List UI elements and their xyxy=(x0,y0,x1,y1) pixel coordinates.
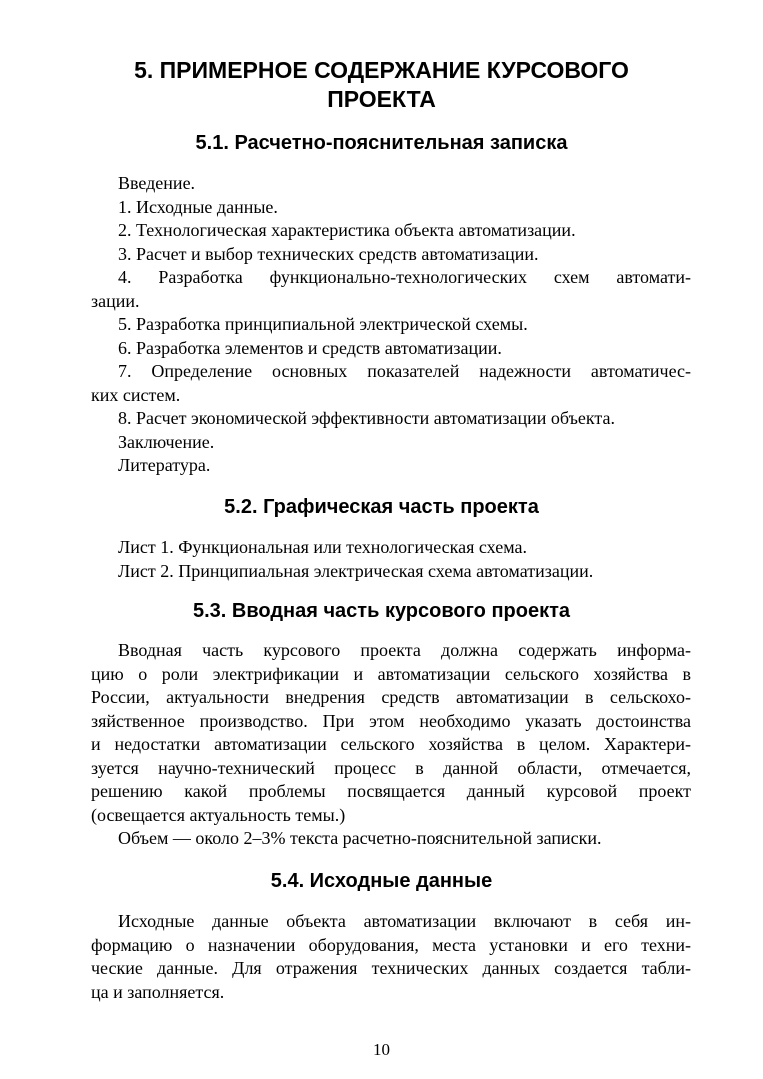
text-line: зяйственное производство. При этом необходимо указать достоинства xyxy=(91,710,691,731)
text-line: Введение. xyxy=(118,173,196,193)
text-line: 7. Определение основных показателей надежности автоматичес- xyxy=(118,361,691,381)
text-line: Лист 1. Функциональная или технологическая схема. xyxy=(118,537,527,557)
chapter-title-line-2: ПРОЕКТА xyxy=(327,86,436,112)
text-line: зуется научно-технический процесс в данной области, отмечается, xyxy=(91,757,691,778)
text-line: России, актуальности внедрения средств автоматизации в сельскохо- xyxy=(91,687,691,707)
text-line: 6. Разработка элементов и средств автоматизации. xyxy=(118,337,502,358)
text-line: решению какой проблемы посвящается данный курсовой проект xyxy=(91,781,691,801)
text-line: цию о роли электрификации и автоматизации сельского хозяйства в xyxy=(91,663,691,684)
text-line: ца и заполняется. xyxy=(91,981,225,1002)
section-heading-5-2: 5.2. Графическая часть проекта xyxy=(224,496,539,518)
text-line: (освещается актуальность темы.) xyxy=(91,804,346,825)
text-line: ких систем. xyxy=(91,384,181,405)
text-line: 4. Разработка функционально-технологических схем автомати- xyxy=(118,267,691,287)
text-line: Исходные данные объекта автоматизации включают в себя ин- xyxy=(118,911,691,931)
section-5-2-body xyxy=(91,536,691,583)
text-line: Заключение. xyxy=(118,431,215,452)
text-line: и недостатки автоматизации сельского хозяйства в целом. Характери- xyxy=(91,734,691,754)
text-line: ческие данные. Для отражения технических данных создается табли- xyxy=(91,958,691,978)
text-line: зации. xyxy=(91,290,140,311)
section-heading-5-4: 5.4. Исходные данные xyxy=(270,870,493,892)
section-5-4-body xyxy=(91,910,691,1004)
text-line: 1. Исходные данные. xyxy=(118,196,278,217)
chapter-title-line-1: 5. ПРИМЕРНОЕ СОДЕРЖАНИЕ КУРСОВОГО xyxy=(134,57,629,83)
text-line: формацию о назначении оборудования, места установки и его техни- xyxy=(91,934,691,955)
text-line: Вводная часть курсового проекта должна содержать информа- xyxy=(118,640,691,660)
chapter-title xyxy=(80,56,683,114)
page-number: 10 xyxy=(373,1040,390,1059)
text-line: 8. Расчет экономической эффективности автоматизации объекта. xyxy=(118,408,615,428)
text-line: Лист 2. Принципиальная электрическая схема автоматизации. xyxy=(118,560,594,581)
text-line: 5. Разработка принципиальной электрической схемы. xyxy=(118,314,528,334)
text-line: 2. Технологическая характеристика объекта автоматизации. xyxy=(118,220,576,240)
section-heading-5-3: 5.3. Вводная часть курсового проекта xyxy=(192,600,571,622)
section-5-1-body xyxy=(91,172,691,478)
text-line: 3. Расчет и выбор технических средств автоматизации. xyxy=(118,243,539,264)
text-line: Литература. xyxy=(118,455,211,475)
section-5-3-body xyxy=(91,639,691,851)
text-line: Объем — около 2–3% текста расчетно-пояснительной записки. xyxy=(118,828,602,848)
section-heading-5-1: 5.1. Расчетно-пояснительная записка xyxy=(195,132,568,154)
